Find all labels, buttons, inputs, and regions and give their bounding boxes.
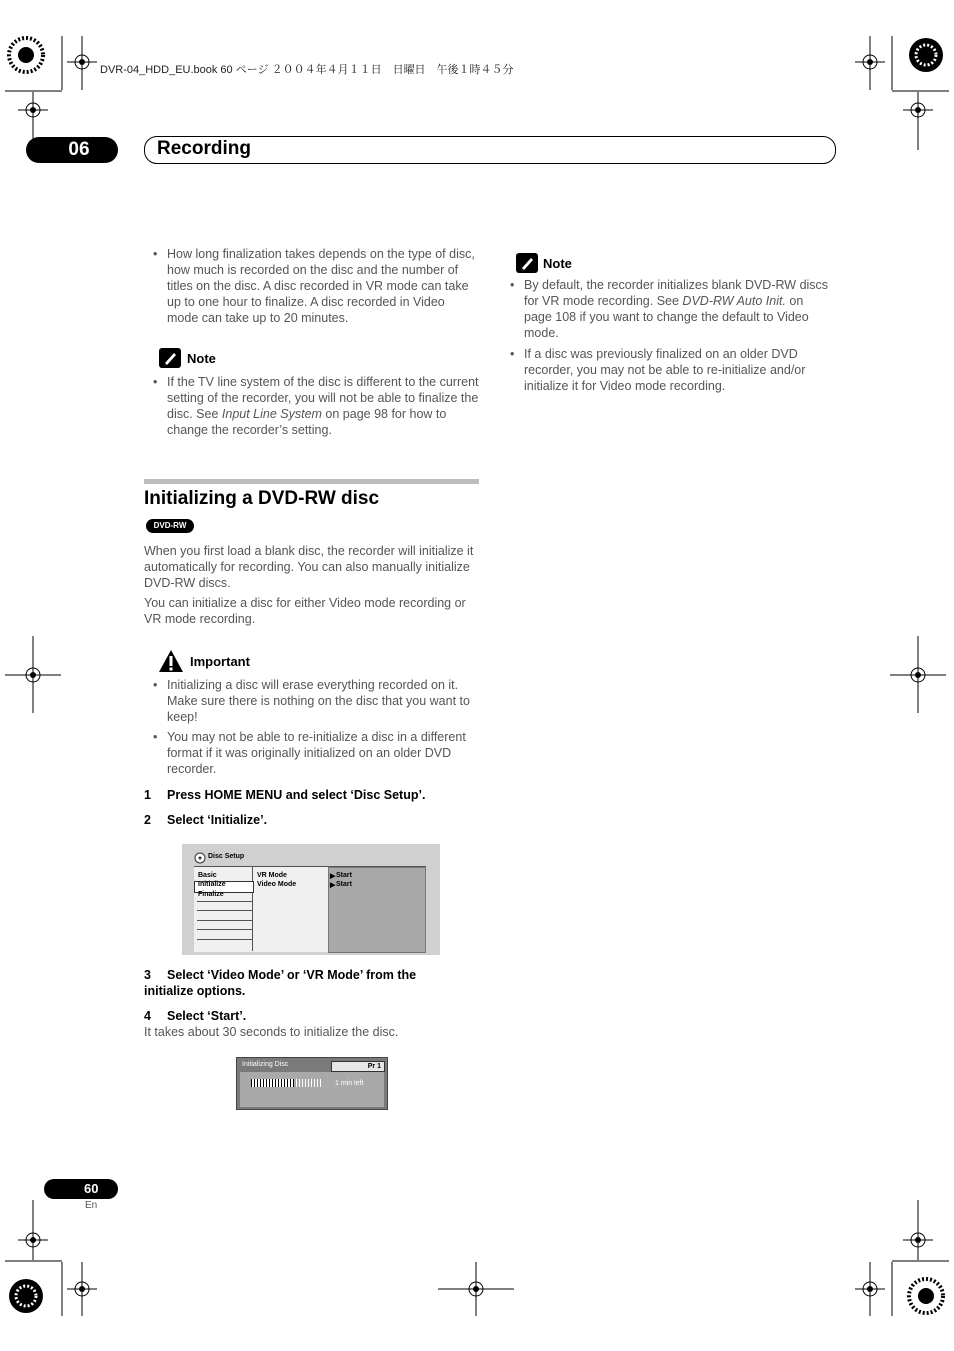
step-4-detail: It takes about 30 seconds to initialize the disc.: [144, 1025, 399, 1039]
initializing-disc-screen: [236, 1057, 388, 1110]
channel-label: Pr 1: [367, 1063, 381, 1070]
note-bullet-2: If a disc was previously finalized on an older DVD recorder, you may not be able to re-initialize and/or initialize it for Video mode recording.: [524, 347, 806, 393]
important-bullet-1: Initializing a disc will erase everything recorded on it. Make sure there is nothing on the disc that you want to keep!: [167, 678, 470, 724]
important-bullet-2: You may not be able to re-initialize a disc in a different format if it was originally initialized on an older DVD recorder.: [167, 730, 466, 776]
play-arrow-icon: ▶: [330, 873, 336, 880]
option-vr-mode[interactable]: VR Mode: [257, 872, 287, 879]
disc-setup-screen: [182, 844, 440, 955]
chapter-title: Recording: [157, 138, 251, 159]
step-3: 3 Select ‘Video Mode’ or ‘VR Mode’ from the initialize options.: [144, 968, 417, 998]
step-1: 1 Press HOME MENU and select ‘Disc Setup’.: [144, 788, 426, 802]
progress-title: Initializing Disc: [242, 1061, 289, 1068]
warning-icon: [158, 649, 184, 673]
section-title: Initializing a DVD-RW disc: [144, 488, 380, 509]
note-bullet-1: By default, the recorder initializes blank DVD-RW discs for VR mode recording. See DVD-RW Auto Init. on page 108 if you want to change the default to Video mode.: [524, 278, 829, 340]
menu-item-basic[interactable]: Basic: [198, 872, 217, 879]
progress-fill: [251, 1079, 294, 1087]
page-number: 60: [84, 1181, 99, 1196]
option-video-mode[interactable]: Video Mode: [257, 881, 297, 888]
page-number-pill: [44, 1179, 118, 1199]
menu-item-initialize[interactable]: Initialize: [198, 881, 226, 888]
step-2: 2 Select ‘Initialize’.: [144, 813, 268, 827]
important-heading: Important: [190, 654, 250, 669]
note-pencil-icon: [159, 348, 181, 368]
section-paragraph-1: When you first load a blank disc, the recorder will initialize it automatically for recording. You can also manually initialize DVD-RW discs.: [144, 544, 474, 590]
dvd-rw-badge: DVD-RW: [146, 519, 194, 533]
chapter-number-pill: [26, 137, 118, 163]
list-item: • If the TV line system of the disc is different to the current setting of the recorder, you will not be able to finalize the disc. See Input Line System on page 98 for how to change the recorder’s setting.: [153, 375, 479, 437]
chapter-number: 06: [68, 139, 90, 160]
list-item: • If a disc was previously finalized on an older DVD recorder, you may not be able to re-initialize and/or initialize it for Video mode recording.: [510, 346, 836, 396]
section-paragraph-2: You can initialize a disc for either Video mode recording or VR mode recording.: [144, 596, 466, 626]
play-arrow-icon: ▶: [330, 882, 336, 889]
list-item: • By default, the recorder initializes blank DVD-RW discs for VR mode recording. See DVD-RW Auto Init. on page 108 if you want to change the default to Video mode.: [510, 277, 836, 343]
action-start-1[interactable]: Start: [336, 872, 352, 879]
disc-icon: [194, 852, 206, 864]
step-4: 4 Select ‘Start’.: [144, 1009, 247, 1023]
list-item: • How long finalization takes depends on the type of disc, how much is recorded on the disc and the number of titles on the disc. A disc recorded in VR mode can take up to one hour to finalize. A disc recorded in Video mode can take up to 20 minutes.: [153, 246, 479, 330]
note-heading: Note: [187, 351, 216, 366]
time-left: 1 min left: [335, 1080, 364, 1087]
intro-bullet: How long finalization takes depends on the type of disc, how much is recorded on the disc and the number of titles on the disc. A disc recorded in VR mode can take up to one hour to finalize. A disc recorded in Video mode can take up to 20 minutes.: [167, 247, 475, 325]
progress-bar: [251, 1079, 323, 1087]
page-language: En: [85, 1200, 98, 1211]
note-bullet: If the TV line system of the disc is different to the current setting of the recorder, you will not be able to finalize the disc. See Input Line System on page 98 for how to change the recorder’s setting.: [167, 375, 479, 437]
action-start-2[interactable]: Start: [336, 881, 352, 888]
note-pencil-icon: [516, 253, 538, 273]
list-item: • You may not be able to re-initialize a disc in a different format if it was originally initialized on an older DVD recorder.: [153, 729, 479, 779]
note-heading: Note: [543, 256, 572, 271]
disc-setup-title: Disc Setup: [208, 853, 245, 860]
menu-item-finalize[interactable]: Finalize: [198, 891, 224, 898]
list-item: • Initializing a disc will erase everything recorded on it. Make sure there is nothing on the disc that you want to keep!: [153, 677, 479, 727]
print-header: DVR-04_HDD_EU.book 60 ページ ２００４年４月１１日 日曜日 午後１時４５分: [100, 64, 514, 76]
section-rule: [144, 479, 479, 484]
